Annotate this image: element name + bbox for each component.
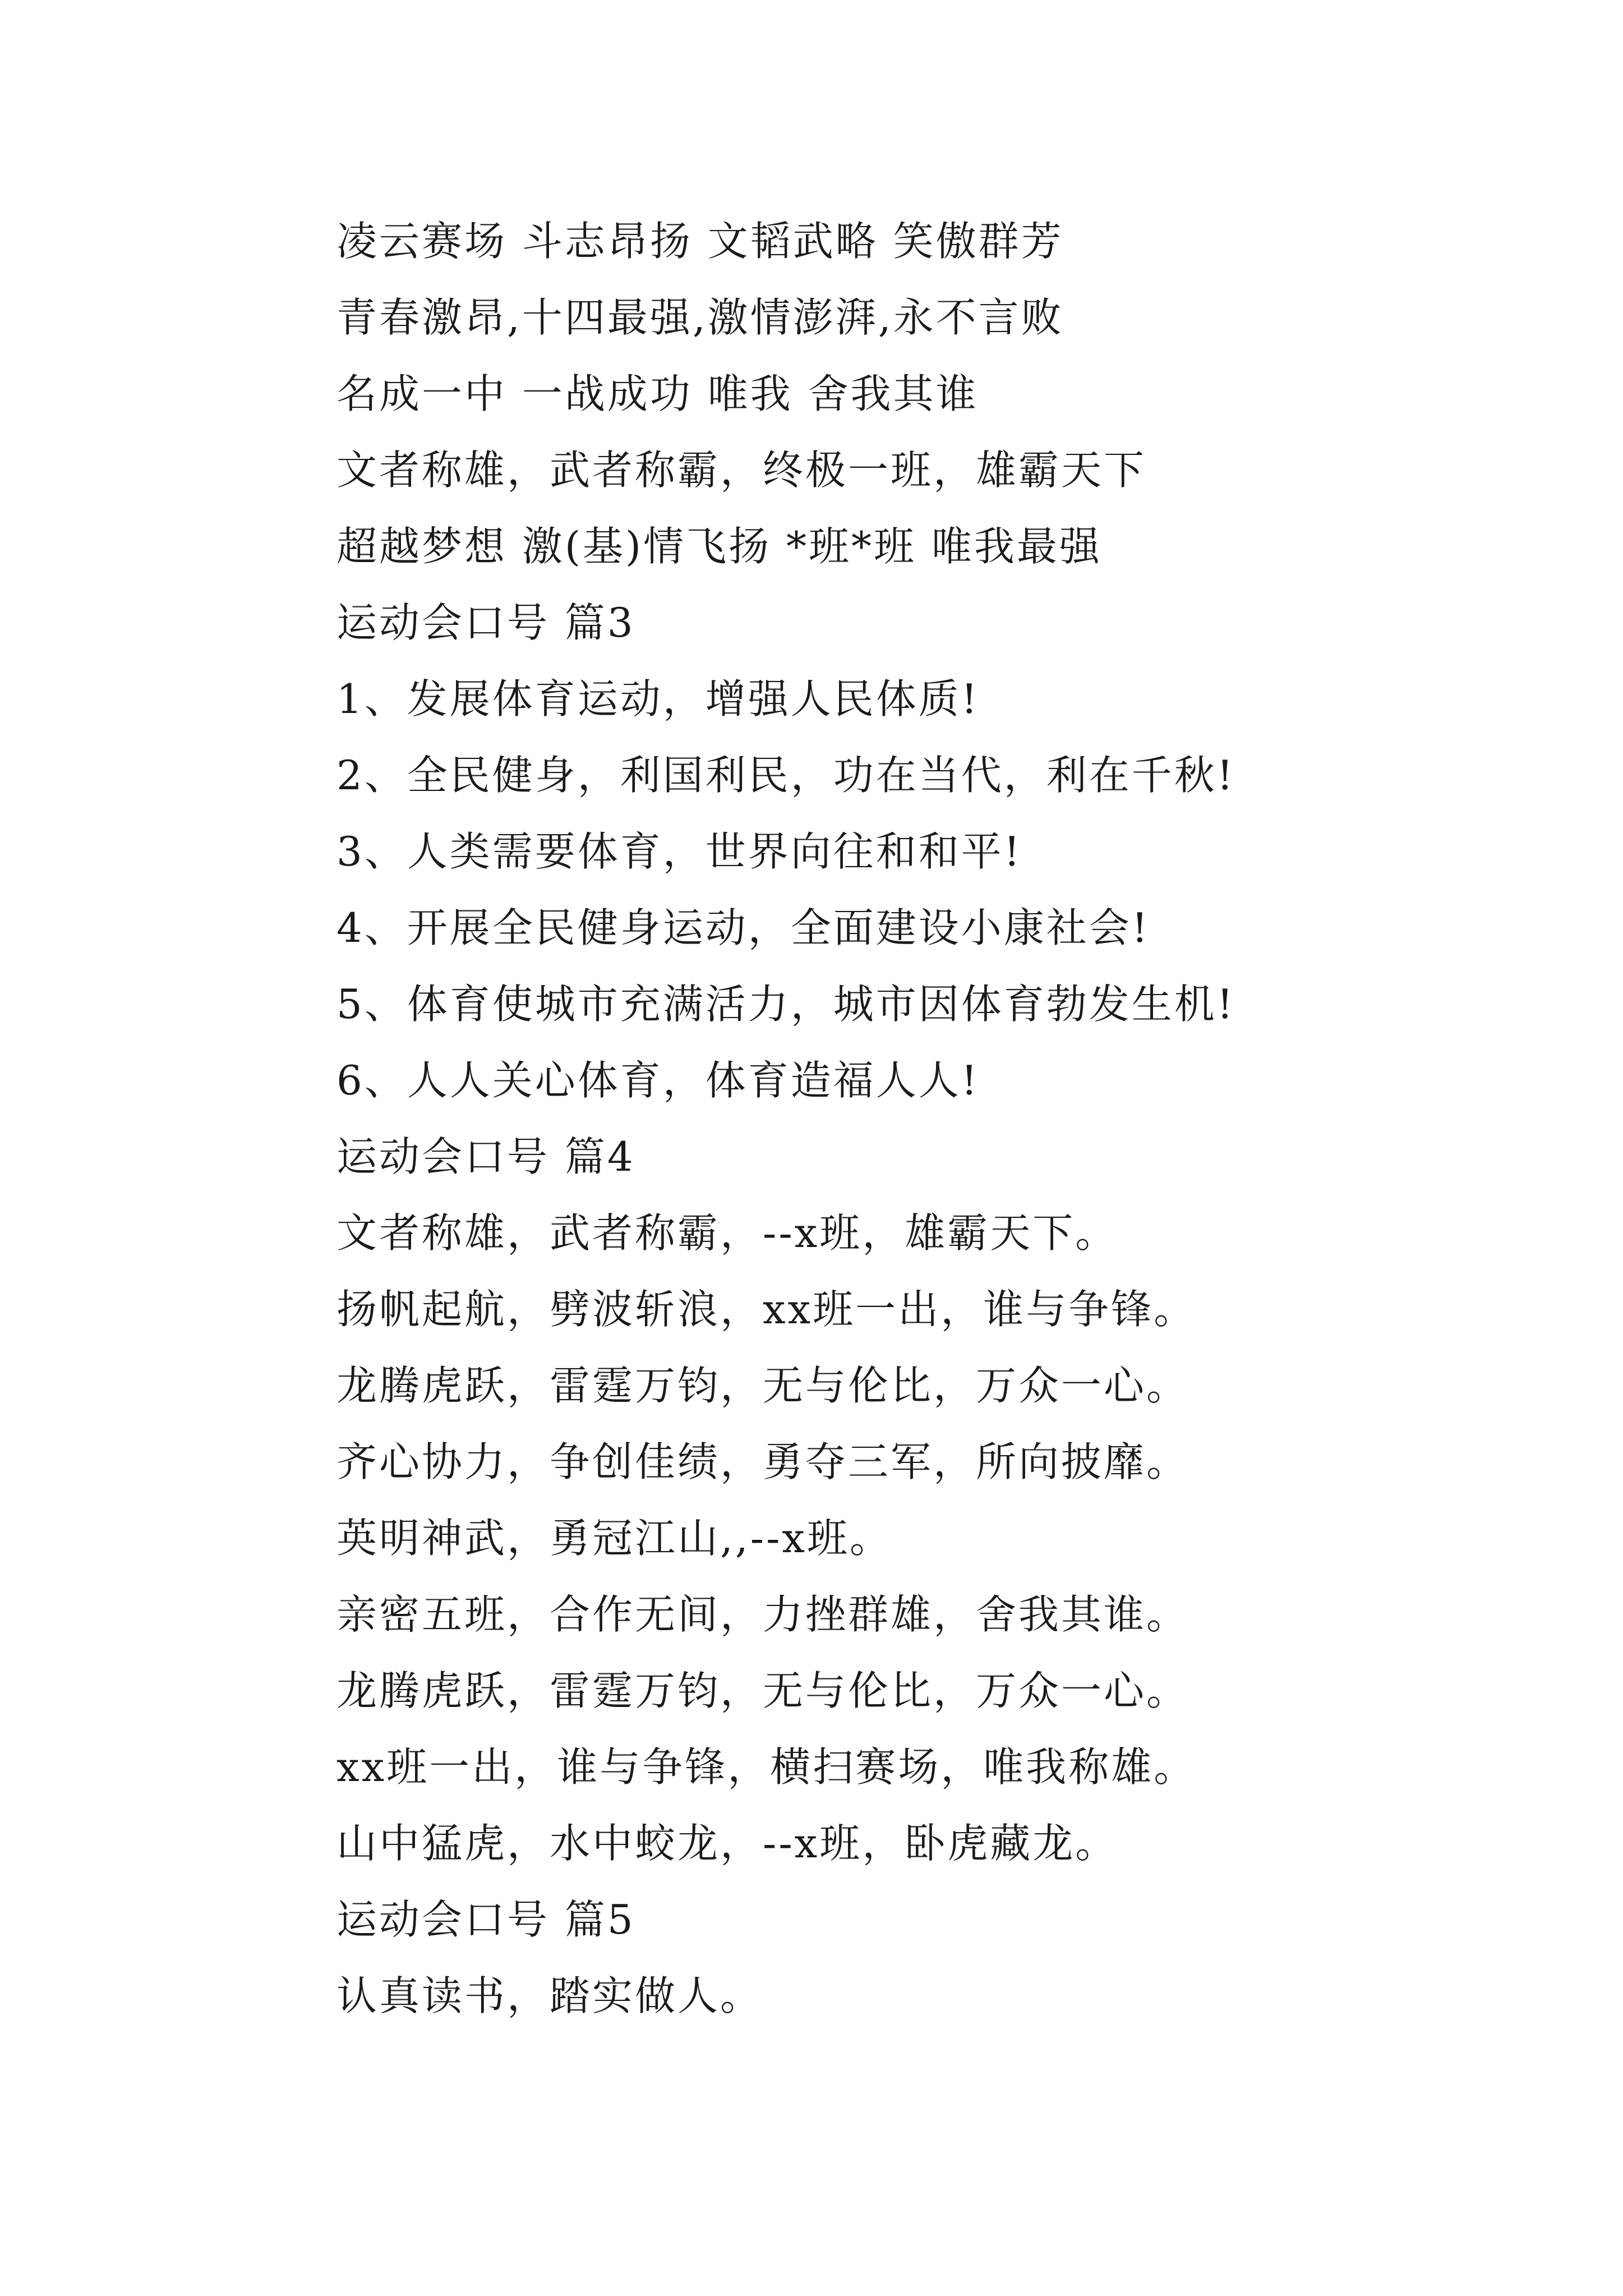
section-heading: 运动会口号 篇3 — [336, 599, 635, 646]
text-line: 2、全民健身，利国利民，功在当代，利在千秋! — [336, 752, 1235, 799]
text-line: 英明神武，勇冠江山,,--x班。 — [336, 1515, 893, 1562]
section-heading: 运动会口号 篇5 — [336, 1896, 635, 1943]
text-line: xx班一出，谁与争锋，横扫赛场，唯我称雄。 — [336, 1743, 1197, 1791]
text-line: 认真读书，踏实做人。 — [336, 1972, 763, 2019]
text-line: 名成一中 一战成功 唯我 舍我其谁 — [336, 370, 979, 417]
text-line: 文者称雄，武者称霸，--x班，雄霸天下。 — [336, 1209, 1118, 1257]
text-line: 凌云赛场 斗志昂扬 文韬武略 笑傲群芳 — [336, 218, 1064, 265]
text-line: 超越梦想 激(基)情飞扬 *班*班 唯我最强 — [336, 523, 1102, 570]
text-line: 扬帆起航，劈波斩浪，xx班一出，谁与争锋。 — [336, 1286, 1197, 1333]
text-line: 1、发展体育运动，增强人民体质! — [336, 675, 980, 723]
text-line: 3、人类需要体育，世界向往和和平! — [336, 828, 1022, 875]
text-line: 5、体育使城市充满活力，城市因体育勃发生机! — [336, 981, 1235, 1028]
text-line: 亲密五班，合作无间，力挫群雄，舍我其谁。 — [336, 1591, 1189, 1638]
text-line: 龙腾虎跃，雷霆万钧，无与伦比，万众一心。 — [336, 1362, 1189, 1409]
section-heading: 运动会口号 篇4 — [336, 1133, 635, 1180]
document-body — [336, 203, 1486, 2034]
text-line: 4、开展全民健身运动，全面建设小康社会! — [336, 904, 1150, 951]
text-line: 龙腾虎跃，雷霆万钧，无与伦比，万众一心。 — [336, 1667, 1189, 1714]
text-line: 6、人人关心体育，体育造福人人! — [336, 1057, 980, 1104]
text-line: 文者称雄，武者称霸，终极一班，雄霸天下 — [336, 447, 1147, 494]
text-line: 齐心协力，争创佳绩，勇夺三军，所向披靡。 — [336, 1438, 1189, 1485]
text-line: 山中猛虎，水中蛟龙，--x班，卧虎藏龙。 — [336, 1820, 1118, 1867]
text-line: 青春激昂,十四最强,激情澎湃,永不言败 — [336, 294, 1064, 341]
